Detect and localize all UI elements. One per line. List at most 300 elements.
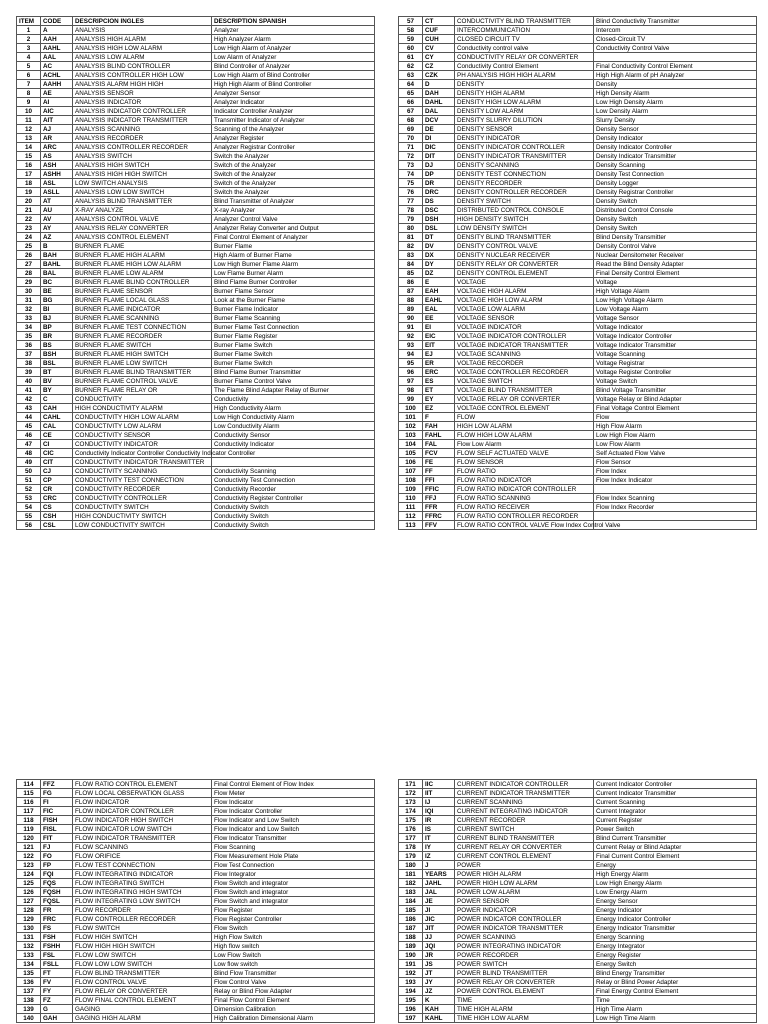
description-english: DENSITY [455,80,594,89]
item-number: 31 [17,296,41,305]
description-spanish: Conductivity Scanning [212,467,375,476]
item-number: 172 [399,789,423,798]
description-english: DENSITY CONTROL VALVE [455,242,594,251]
table-row [17,224,375,233]
description-spanish: Switch of the Analyzer [212,179,375,188]
item-number: 123 [17,861,41,870]
table-row [17,942,375,951]
description-spanish: Distributed Control Console [594,206,757,215]
description-spanish: Nuclear Densitometer Receiver [594,251,757,260]
description-english: GAGING HIGH ALARM [73,1014,212,1023]
code: ASL [41,179,73,188]
table-row [399,422,757,431]
code: AC [41,62,73,71]
description-english: ANALYSIS HIGH SWITCH [73,161,212,170]
table-row [17,897,375,906]
code: ASH [41,161,73,170]
code: DAH [423,89,455,98]
description-spanish: Burner Flame Switch [212,350,375,359]
item-number: 14 [17,143,41,152]
code: FP [41,861,73,870]
table-row [17,521,375,530]
table-row [399,377,757,386]
description-english: HIGH CONDUCTIVITY ALARM [73,404,212,413]
item-number: 111 [399,503,423,512]
code: FQI [41,870,73,879]
item-number: 189 [399,942,423,951]
item-number: 54 [17,503,41,512]
table-row [399,512,757,521]
table-row [399,224,757,233]
description-english: FLOW INDICATOR HIGH SWITCH [73,816,212,825]
item-number: 183 [399,888,423,897]
table-row [17,960,375,969]
item-number: 71 [399,143,423,152]
item-number: 59 [399,35,423,44]
code: FF [423,467,455,476]
item-number: 181 [399,870,423,879]
description-spanish: Transmitter Indicator of Analyzer [212,116,375,125]
item-number: 115 [17,789,41,798]
description-english: BURNER FLAME [73,242,212,251]
description-spanish: Conductivity Switch [212,512,375,521]
code: FFI [423,476,455,485]
description-spanish [212,458,375,467]
description-spanish: Density Control Valve [594,242,757,251]
table-row [17,413,375,422]
table-row [17,251,375,260]
table-row [399,485,757,494]
code: CAH [41,404,73,413]
description-spanish: Flow Integrator [212,870,375,879]
item-number: 30 [17,287,41,296]
code: IIC [423,780,455,789]
code: AU [41,206,73,215]
item-number: 51 [17,476,41,485]
table-row [17,834,375,843]
code: CZK [423,71,455,80]
description-spanish: Conductivity Sensor [212,431,375,440]
table-row [17,395,375,404]
description-english: POWER SCANNING [455,933,594,942]
code: BAHL [41,260,73,269]
code: CAHL [41,413,73,422]
code: AT [41,197,73,206]
code: B [41,242,73,251]
description-english: FLOW RATIO INDICATOR [455,476,594,485]
table-row [17,861,375,870]
table-row [17,870,375,879]
description-spanish: Voltage Indicator Transmitter [594,341,757,350]
description-spanish: Blind Flame Burner Transmitter [212,368,375,377]
description-english: CURRENT SWITCH [455,825,594,834]
description-english: POWER INDICATOR CONTROLLER [455,915,594,924]
code: AAHL [41,44,73,53]
code: CUH [423,35,455,44]
code: DX [423,251,455,260]
table-row [399,206,757,215]
code: FISL [41,825,73,834]
item-number: 48 [17,449,41,458]
code: ARC [41,143,73,152]
code: BC [41,278,73,287]
code: FIT [41,834,73,843]
description-spanish: Conductivity Test Connection [212,476,375,485]
description-spanish: Low Density Alarm [594,107,757,116]
item-number: 24 [17,233,41,242]
description-english: DENSITY RELAY OR CONVERTER [455,260,594,269]
table-row [17,278,375,287]
description-spanish: Slurry Density [594,116,757,125]
code: DSH [423,215,455,224]
code: BE [41,287,73,296]
code: FFR [423,503,455,512]
item-number: 112 [399,512,423,521]
item-number: 35 [17,332,41,341]
description-spanish: Conductivity Switch [212,521,375,530]
table-row [399,404,757,413]
description-spanish: Blind Controller of Analyzer [212,62,375,71]
description-english: FLOW INDICATOR [73,798,212,807]
description-english: DENSITY SENSOR [455,125,594,134]
description-english: TIME HIGH ALARM [455,1005,594,1014]
table-row [399,924,757,933]
code: IT [423,834,455,843]
description-english: FLOW RATIO CONTROLLER RECORDER [455,512,594,521]
description-spanish: Switch of the Analyzer [212,161,375,170]
item-number: 171 [399,780,423,789]
item-number: 77 [399,197,423,206]
code: CIC [41,449,73,458]
description-english: POWER BLIND TRANSMITTER [455,969,594,978]
table-row [399,798,757,807]
item-number: 80 [399,224,423,233]
description-spanish: Flow Index [594,467,757,476]
table-row [399,125,757,134]
table-row [17,269,375,278]
description-english: POWER SENSOR [455,897,594,906]
description-spanish: Conductivity [212,395,375,404]
description-english: ANALYSIS INDICATOR TRANSMITTER [73,116,212,125]
table-row [17,780,375,789]
table-row [17,35,375,44]
item-number: 12 [17,125,41,134]
description-spanish: Final Control Element of Flow Index [212,780,375,789]
item-number: 177 [399,834,423,843]
table-row [17,287,375,296]
description-spanish: Flow Index Recorder [594,503,757,512]
item-number: 62 [399,62,423,71]
item-number: 114 [17,780,41,789]
table-row [399,359,757,368]
description-english: DENSITY INDICATOR CONTROLLER [455,143,594,152]
item-number: 109 [399,485,423,494]
table-row [399,906,757,915]
code: DCV [423,116,455,125]
description-english: FLOW SCANNING [73,843,212,852]
item-number: 120 [17,834,41,843]
description-spanish: Analyzer Relay Converter and Output [212,224,375,233]
table-row [399,987,757,996]
table-row [399,197,757,206]
code: EIT [423,341,455,350]
description-spanish: Final Conductivity Control Element [594,62,757,71]
item-number: 173 [399,798,423,807]
description-spanish: Indicator Controller Analyzer [212,107,375,116]
description-english: HIGH CONDUCTIVITY SWITCH [73,512,212,521]
code: CI [41,440,73,449]
item-number: 185 [399,906,423,915]
table-row [399,1005,757,1014]
code: DSL [423,224,455,233]
description-spanish: Relay or Blind Flow Adapter [212,987,375,996]
description-english: Conductivity control valve [455,44,594,53]
code: A [41,26,73,35]
description-spanish: Flow Switch and integrator [212,897,375,906]
table-row [17,323,375,332]
code: EY [423,395,455,404]
description-english: CONDUCTIVITY INDICATOR [73,440,212,449]
item-number: 79 [399,215,423,224]
table-row [17,476,375,485]
description-english: BURNER FLAME RELAY OR [73,386,212,395]
description-spanish: Blind Flame Burner Controller [212,278,375,287]
table-row [17,467,375,476]
table-row [17,924,375,933]
table-row [17,906,375,915]
description-english: HIGH DENSITY SWITCH [455,215,594,224]
item-number: 8 [17,89,41,98]
description-spanish: Blind Conductivity Transmitter [594,17,757,26]
code: DP [423,170,455,179]
item-number: 102 [399,422,423,431]
table-row [17,978,375,987]
description-spanish: High Conductivity Alarm [212,404,375,413]
header-spanish: DESCRIPTION SPANISH [212,17,375,26]
item-number: 73 [399,161,423,170]
code: DAHL [423,98,455,107]
code: IY [423,843,455,852]
description-spanish: Scanning of the Analyzer [212,125,375,134]
description-spanish: Analyzer Sensor [212,89,375,98]
description-english: FLOW RATIO CONTROL ELEMENT [73,780,212,789]
item-number: 49 [17,458,41,467]
table-row [399,879,757,888]
description-english: POWER CONTROL ELEMENT [455,987,594,996]
table-row [17,296,375,305]
description-english: CURRENT RELAY OR CONVERTER [455,843,594,852]
description-english: FLOW INTEGRATING LOW SWITCH [73,897,212,906]
code: K [423,996,455,1005]
description-english: CURRENT BLIND TRANSMITTER [455,834,594,843]
item-number: 179 [399,852,423,861]
table-row [17,915,375,924]
item-number: 37 [17,350,41,359]
description-spanish: Low High Conductivity Alarm [212,413,375,422]
description-spanish: Blind Flow Transmitter [212,969,375,978]
code: JY [423,978,455,987]
code: EI [423,323,455,332]
description-spanish: Low High Density Alarm [594,98,757,107]
code: EJ [423,350,455,359]
description-english: CURRENT RECORDER [455,816,594,825]
item-number: 47 [17,440,41,449]
table-row [17,206,375,215]
description-english: DENSITY RECORDER [455,179,594,188]
description-english: DENSITY SLURRY DILUTION [455,116,594,125]
description-spanish: Low High Burner Flame Alarm [212,260,375,269]
code: JJ [423,933,455,942]
table-row [399,1014,757,1023]
code: BAL [41,269,73,278]
description-english: FLOW SENSOR [455,458,594,467]
description-spanish: Burner Flame [212,242,375,251]
description-spanish: Current Indicator Transmitter [594,789,757,798]
item-number: 25 [17,242,41,251]
table-row [399,960,757,969]
table-row [17,422,375,431]
code: CRC [41,494,73,503]
item-number: 11 [17,116,41,125]
description-spanish: Energy [594,861,757,870]
description-spanish: Flow Index Scanning [594,494,757,503]
item-number: 23 [17,224,41,233]
description-spanish: Analyzer Indicator [212,98,375,107]
description-spanish: Blind Transmitter of Analyzer [212,197,375,206]
table-row [17,71,375,80]
table-row [17,825,375,834]
table-row [17,332,375,341]
table-row [17,996,375,1005]
code: FFV [423,521,455,530]
code: JAL [423,888,455,897]
description-english: ANALYSIS SCANNING [73,125,212,134]
table-row [399,215,757,224]
description-spanish: Density Sensor [594,125,757,134]
item-number: 99 [399,395,423,404]
description-spanish: Energy Indicator [594,906,757,915]
code: EE [423,314,455,323]
description-english: ANALYSIS ALARM HIGH HIGH [73,80,212,89]
item-number: 72 [399,152,423,161]
table-row [399,17,757,26]
table-row [17,125,375,134]
item-number: 13 [17,134,41,143]
code: AV [41,215,73,224]
table-row [399,296,757,305]
description-spanish: Closed-Circuit TV [594,35,757,44]
item-number: 17 [17,170,41,179]
description-spanish: Density Registrar Controller [594,188,757,197]
code: FAH [423,422,455,431]
description-spanish: Blind Current Transmitter [594,834,757,843]
description-english: INTERCOMMUNICATION [455,26,594,35]
description-english: VOLTAGE SENSOR [455,314,594,323]
code: FRC [41,915,73,924]
item-number: 26 [17,251,41,260]
item-number: 129 [17,915,41,924]
description-english: FLOW ORIFICE [73,852,212,861]
table-row [17,80,375,89]
description-spanish: Switch of the Analyzer [212,170,375,179]
code: E [423,278,455,287]
item-number: 113 [399,521,423,530]
code: JR [423,951,455,960]
description-spanish [594,512,757,521]
description-spanish: High Analyzer Alarm [212,35,375,44]
item-number: 67 [399,107,423,116]
item-number: 19 [17,188,41,197]
description-spanish: Final Current Control Element [594,852,757,861]
description-spanish: Blind Energy Transmitter [594,969,757,978]
item-number: 178 [399,843,423,852]
item-number: 135 [17,969,41,978]
item-number: 117 [17,807,41,816]
item-number: 96 [399,368,423,377]
description-english: CONDUCTIVITY BLIND TRANSMITTER [455,17,594,26]
item-number: 42 [17,395,41,404]
description-spanish: Density Test Connection [594,170,757,179]
code: DZ [423,269,455,278]
code: DIT [423,152,455,161]
description-spanish: High Voltage Alarm [594,287,757,296]
item-number: 1 [17,26,41,35]
item-number: 75 [399,179,423,188]
description-english: POWER RECORDER [455,951,594,960]
code: G [41,1005,73,1014]
description-english: POWER LOW ALARM [455,888,594,897]
code: DS [423,197,455,206]
description-english: ANALYSIS CONTROL VALVE [73,215,212,224]
item-number: 10 [17,107,41,116]
instrument-table-2 [398,16,757,530]
code: ACHL [41,71,73,80]
code: FFJ [423,494,455,503]
code: DI [423,134,455,143]
code: BI [41,305,73,314]
description-english: DENSITY CONTROLLER RECORDER [455,188,594,197]
item-number: 192 [399,969,423,978]
description-spanish: Final Control Element of Analyzer [212,233,375,242]
table-row [399,26,757,35]
table-row [17,431,375,440]
description-spanish: Intercom [594,26,757,35]
code: BG [41,296,73,305]
table-row [399,843,757,852]
item-number: 108 [399,476,423,485]
description-spanish: Flow Meter [212,789,375,798]
code: CSL [41,521,73,530]
table-row [17,260,375,269]
item-number: 193 [399,978,423,987]
description-english: CONDUCTIVITY CONTROLLER [73,494,212,503]
table-row [17,951,375,960]
code: CE [41,431,73,440]
instrument-table-1 [16,16,375,530]
description-english: VOLTAGE [455,278,594,287]
item-number: 126 [17,888,41,897]
item-number: 78 [399,206,423,215]
code: JS [423,960,455,969]
item-number: 140 [17,1014,41,1023]
description-spanish: Time [594,996,757,1005]
item-number: 118 [17,816,41,825]
table-row [399,825,757,834]
table-row [399,62,757,71]
table-row [399,80,757,89]
item-number: 87 [399,287,423,296]
item-number: 110 [399,494,423,503]
